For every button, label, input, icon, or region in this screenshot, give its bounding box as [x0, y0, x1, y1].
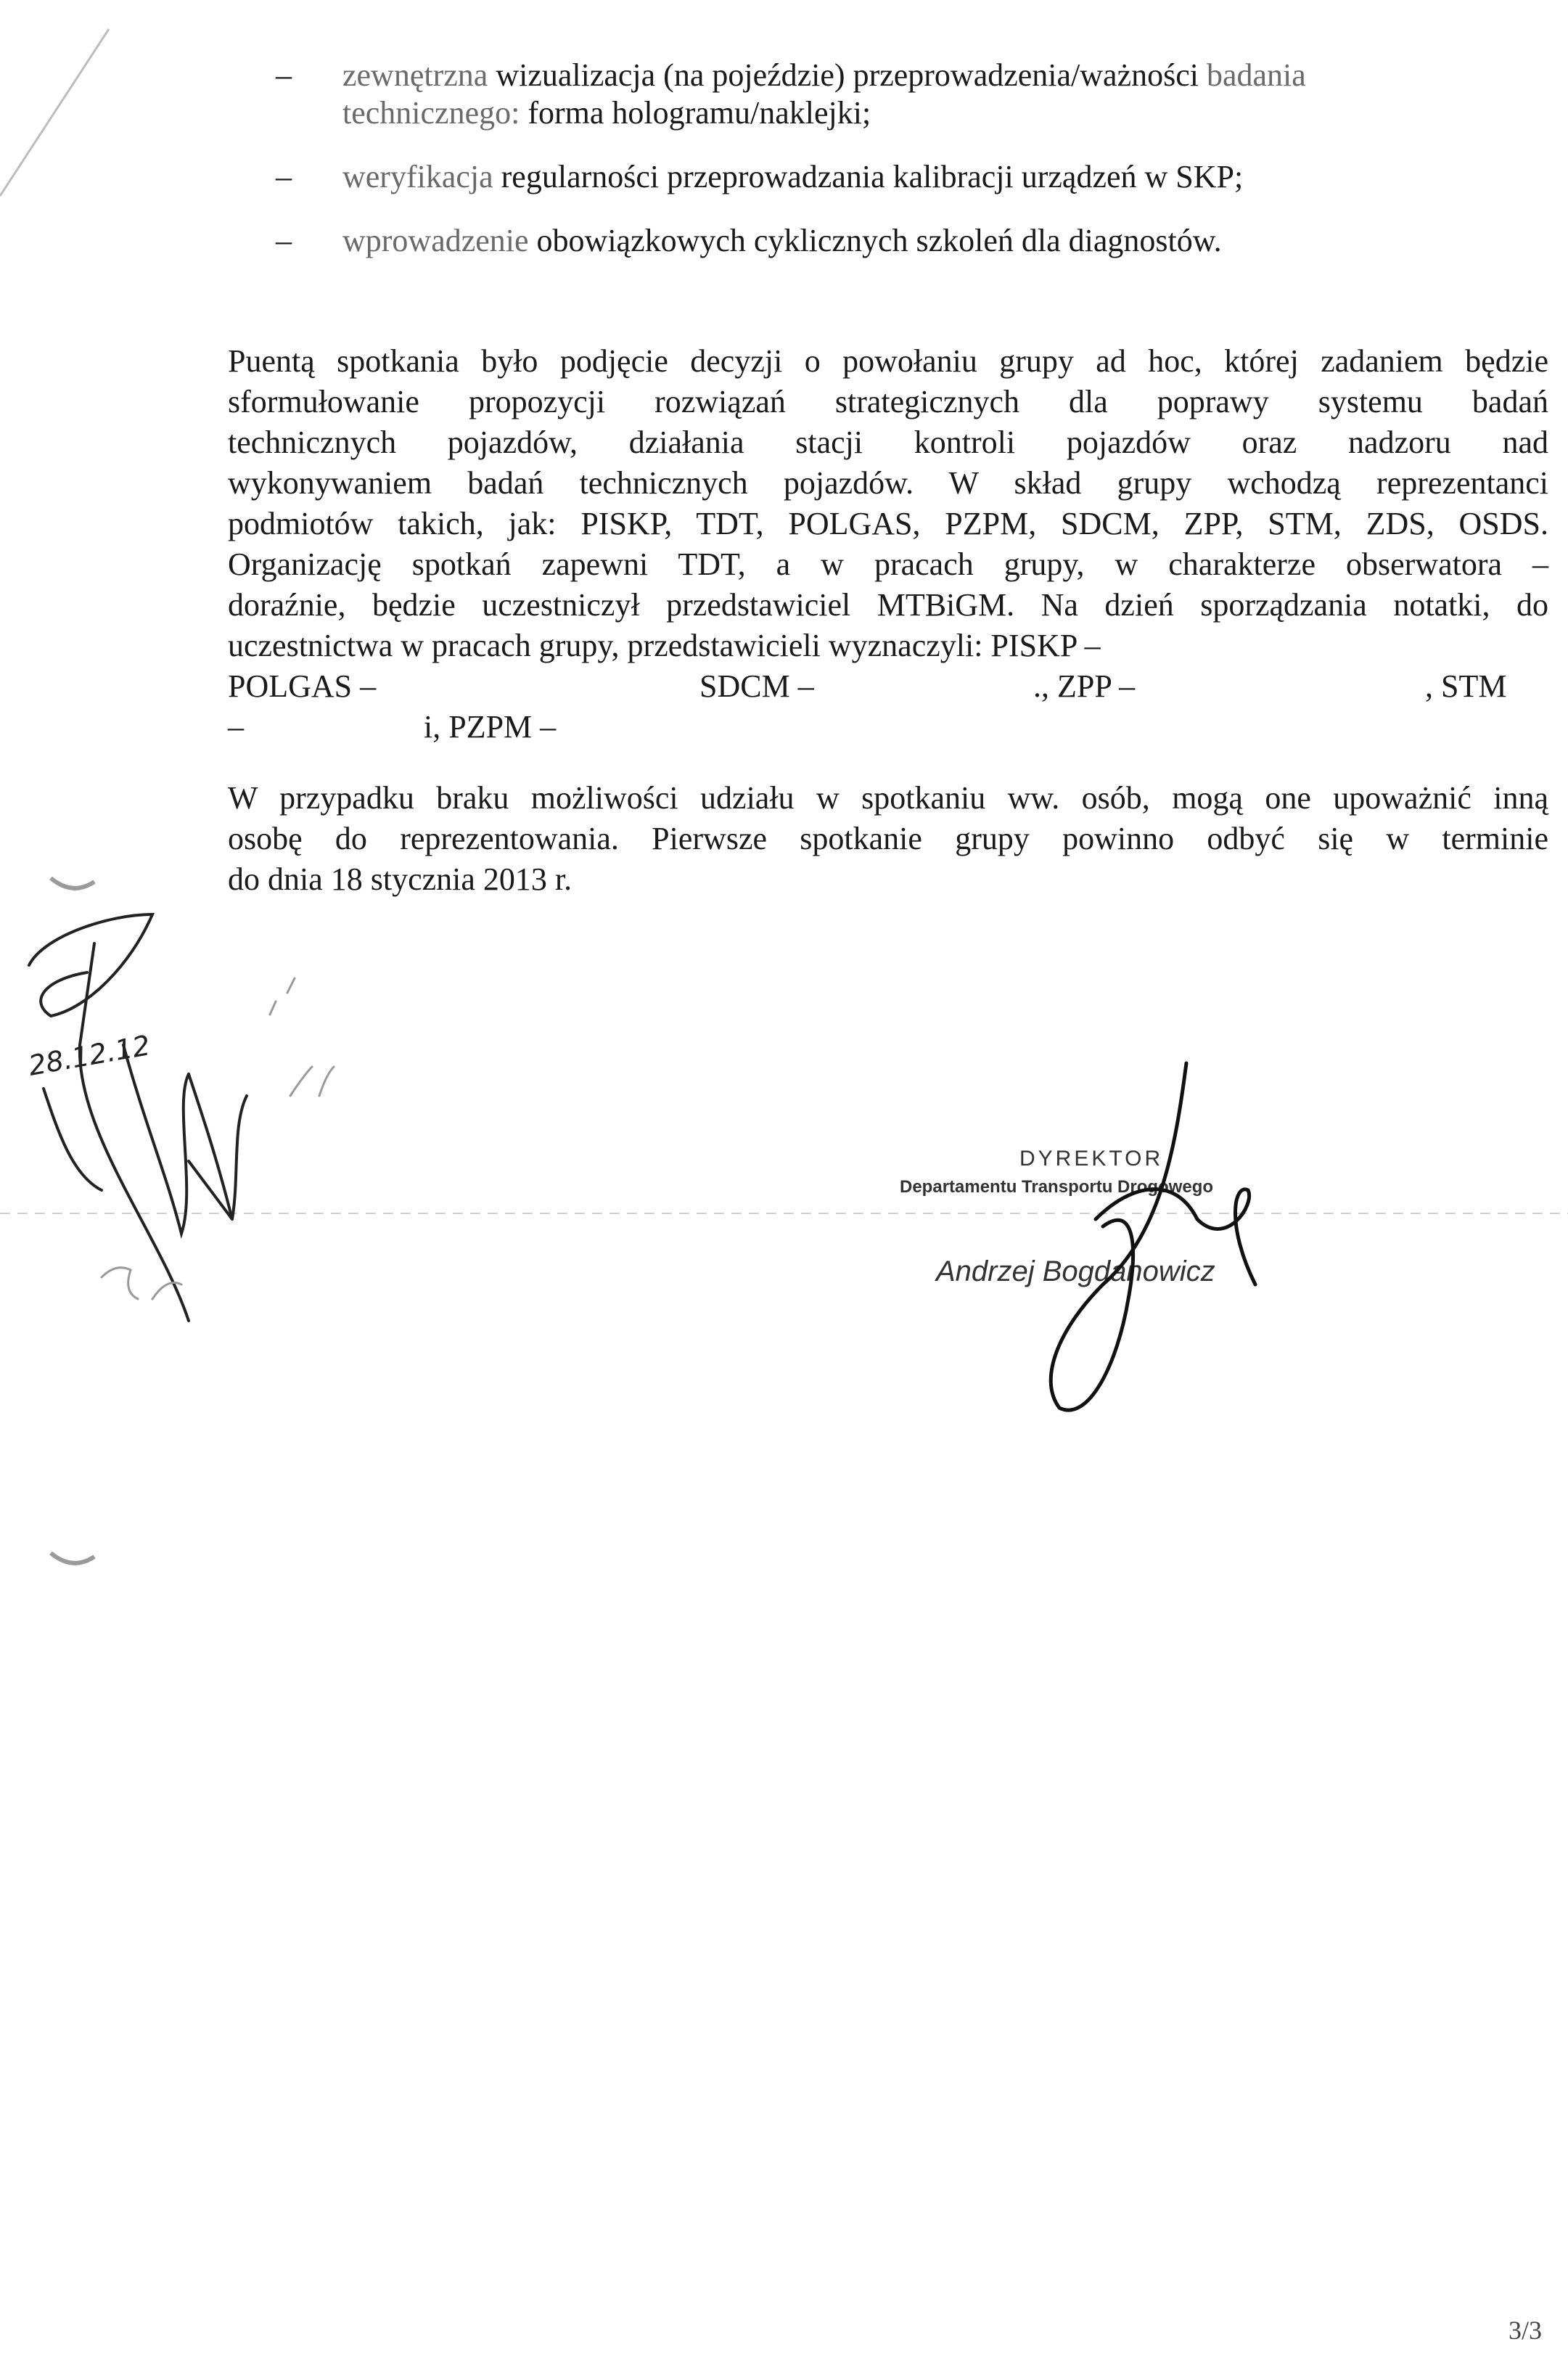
paragraph-line: Puentą spotkania było podjęcie decyzji o powołaniu grupy ad hoc, której zadaniem będzie	[228, 343, 1548, 379]
paragraph-line: doraźnie, będzie uczestniczył przedstawiciel MTBiGM. Na dzień sporządzania notatki, do	[228, 587, 1548, 623]
paragraph-line: technicznych pojazdów, działania stacji kontroli pojazdów oraz nadzoru nad	[228, 425, 1548, 460]
paragraph-line: W przypadku braku możliwości udziału w spotkaniu ww. osób, mogą one upoważnić inną	[228, 780, 1548, 816]
stamp-department: Departamentu Transportu Drogowego	[900, 1177, 1214, 1197]
bullet-text-faint: badania	[1206, 57, 1306, 93]
bullet-text: regularności przeprowadzania kalibracji urządzeń w SKP;	[493, 159, 1244, 194]
paragraph-line: wykonywaniem badań technicznych pojazdów. W skład grupy wchodzą reprezentanci	[228, 465, 1548, 501]
redacted-label-stm: , STM	[1425, 668, 1507, 704]
bullet-text-faint: weryfikacja	[342, 159, 493, 194]
paragraph-line: uczestnictwa w pracach grupy, przedstawicieli wyznaczyli: PISKP –	[228, 628, 1101, 663]
bullet-text-faint: zewnętrzna	[342, 57, 488, 93]
page-number: 3/3	[1508, 2316, 1542, 2345]
paragraph-line: do dnia 18 stycznia 2013 r.	[228, 861, 572, 897]
bullet-text-faint: wprowadzenie	[342, 223, 529, 258]
redacted-dash: –	[228, 709, 244, 745]
redacted-label-sdcm: SDCM –	[699, 668, 814, 704]
stamp-name: Andrzej Bogdanowicz	[936, 1255, 1215, 1287]
paragraph-line: podmiotów takich, jak: PISKP, TDT, POLGAS, PZPM, SDCM, ZPP, STM, ZDS, OSDS.	[228, 506, 1548, 541]
redacted-label-polgas: POLGAS –	[228, 668, 377, 704]
handwritten-date: 28.12.12	[25, 1029, 153, 1082]
paragraph-line: Organizację spotkań zapewni TDT, a w pracach grupy, w charakterze obserwatora –	[228, 546, 1548, 582]
redacted-label-pzpm: i, PZPM –	[424, 709, 557, 745]
stamp-title: DYREKTOR	[1019, 1147, 1164, 1171]
paragraph-line: sformułowanie propozycji rozwiązań strategicznych dla poprawy systemu badań	[228, 384, 1548, 419]
bullet-dash: –	[276, 223, 292, 258]
bullet-text: obowiązkowych cyklicznych szkoleń dla diagnostów.	[528, 223, 1222, 258]
bullet-text-faint: technicznego:	[342, 95, 520, 131]
bullet-text: forma hologramu/naklejki;	[520, 95, 871, 131]
bullet-text: wizualizacja (na pojeździe) przeprowadzenia/ważności	[488, 57, 1207, 93]
bullet-dash: –	[276, 57, 292, 93]
redacted-label-zpp: ., ZPP –	[1033, 668, 1136, 704]
paragraph-line: osobę do reprezentowania. Pierwsze spotkanie grupy powinno odbyć się w terminie	[228, 821, 1548, 856]
bullet-dash: –	[276, 159, 292, 194]
